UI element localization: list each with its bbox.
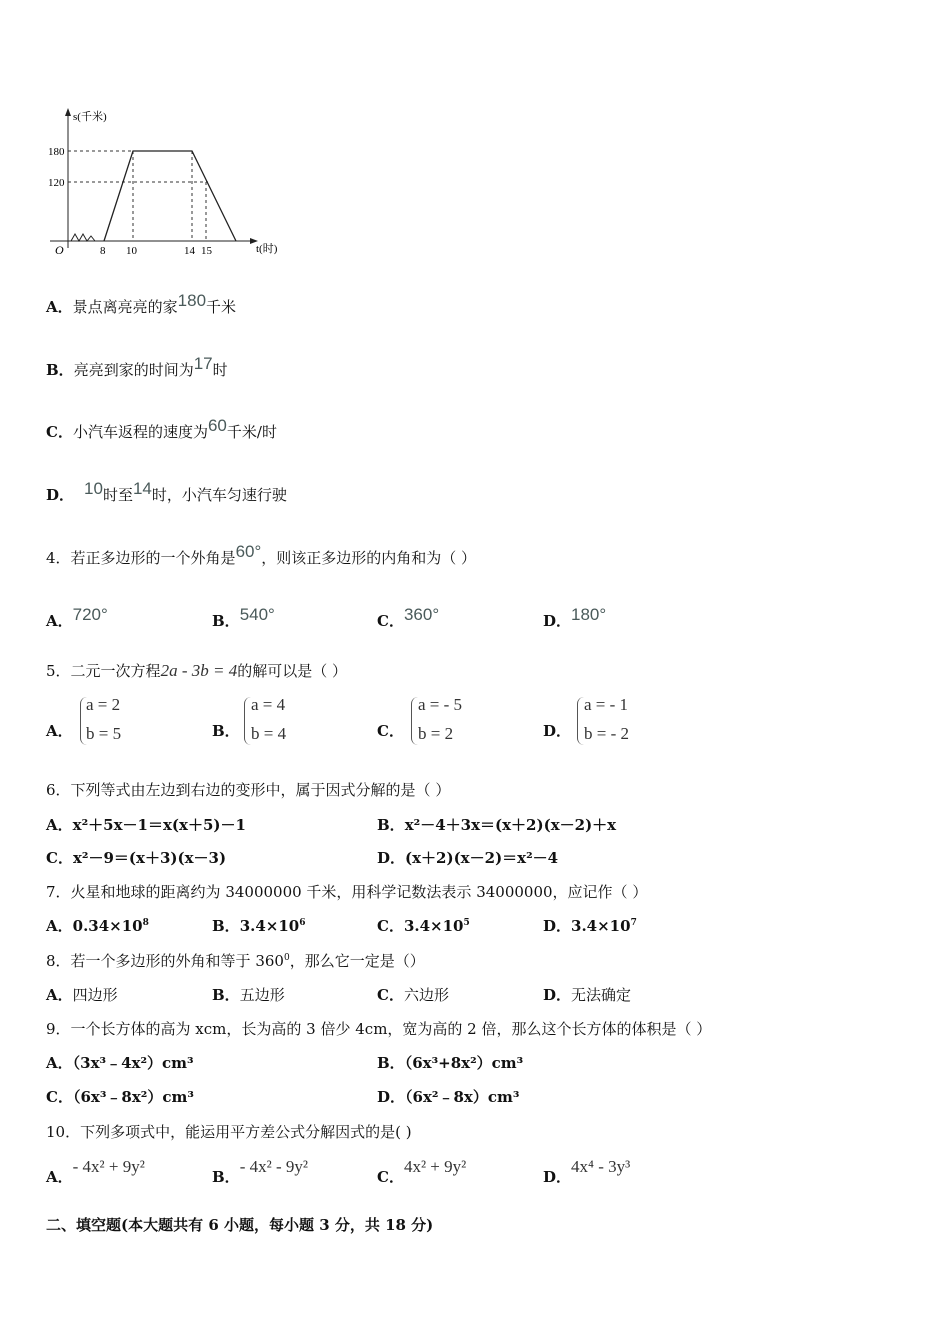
q9-option-b[interactable]: B．（6x³+8x²）cm³ [377,1054,524,1072]
q9-option-c[interactable]: C．（6x³﹣8x²）cm³ [46,1088,194,1106]
y-axis-label: s(千米) [73,111,107,123]
q7-option-c[interactable]: C．$3.4\times 10^5$ [377,917,470,935]
q4-option-b[interactable]: B．540° [212,605,275,630]
x-tick-10: 10 [126,245,137,257]
y-tick-180: 180 [48,146,65,158]
q8-option-b[interactable]: B．五边形 [212,986,285,1004]
q6-option-b[interactable]: B．x²－4＋3x＝(x＋2)(x－2)＋x [377,816,617,834]
origin-label: O [55,243,64,257]
distance-time-graph [40,100,300,265]
q4-option-a[interactable]: A．720° [46,605,108,630]
q3-option-c[interactable]: C．小汽车返程的速度为60千米/时 [46,416,277,441]
q10-option-a[interactable]: A．- 4x² + 9y² [46,1157,145,1186]
x-tick-8: 8 [100,245,106,257]
q7-option-b[interactable]: B．$3.4\times 10^6$ [212,917,306,935]
q4-option-d[interactable]: D．180° [543,605,607,630]
q10-option-c[interactable]: C．4x² + 9y² [377,1157,467,1186]
math-value: 180 [177,291,207,310]
q3-option-b[interactable]: B．亮亮到家的时间为17时 [46,354,228,379]
q9-option-a[interactable]: A．（3x³﹣4x²）cm³ [46,1054,194,1072]
y-tick-120: 120 [48,177,65,189]
q8-option-a[interactable]: A．四边形 [46,986,118,1004]
q9-option-d[interactable]: D．（6x²﹣8x）cm³ [377,1088,520,1106]
q7-option-a[interactable]: A．$0.34\times 10^8$ [46,917,149,935]
q3-option-d[interactable]: D． 10时至14时，小汽车匀速行驶 [46,479,287,504]
q10-stem: 10．下列多项式中，能运用平方差公式分解因式的是( ) [46,1123,412,1141]
q7-option-d[interactable]: D．$3.4\times 10^7$ [543,917,637,935]
q5-stem: 5．二元一次方程2a - 3b = 4的解可以是（ ） [46,661,347,680]
q10-option-d[interactable]: D．4x⁴ - 3y³ [543,1157,631,1186]
q6-stem: 6．下列等式由左边到右边的变形中，属于因式分解的是（ ） [46,781,451,799]
q4-option-c[interactable]: C．360° [377,605,440,630]
q7-stem: 7．火星和地球的距离约为 34000000 千米，用科学记数法表示 34000000，应记作（ ） [46,883,648,901]
q6-option-d[interactable]: D．(x＋2)(x－2)＝x²－4 [377,849,559,867]
q10-option-b[interactable]: B．- 4x² - 9y² [212,1157,308,1186]
q8-option-c[interactable]: C．六边形 [377,986,449,1004]
option-letter: A． [46,298,73,316]
x-tick-15: 15 [201,245,212,257]
q4-stem: 4．若正多边形的一个外角是60°，则该正多边形的内角和为（ ） [46,542,477,567]
q8-stem: 8．若一个多边形的外角和等于 $360^0$，那么它一定是（） [46,952,425,970]
section-heading: 二、填空题(本大题共有 6 小题，每小题 3 分，共 18 分) [46,1216,434,1234]
q6-option-c[interactable]: C．x²－9＝(x＋3)(x－3) [46,849,227,867]
q6-option-a[interactable]: A．x²＋5x－1＝x(x＋5)－1 [46,816,246,834]
q3-option-a[interactable]: A．景点离亮亮的家180千米 [46,291,237,316]
x-tick-14: 14 [184,245,195,257]
q8-option-d[interactable]: D．无法确定 [543,986,632,1004]
q9-stem: 9．一个长方体的高为 xcm，长为高的 3 倍少 4cm，宽为高的 2 倍，那么这个长方体的体积是（ ） [46,1020,712,1038]
x-axis-label: t(时) [256,243,278,255]
